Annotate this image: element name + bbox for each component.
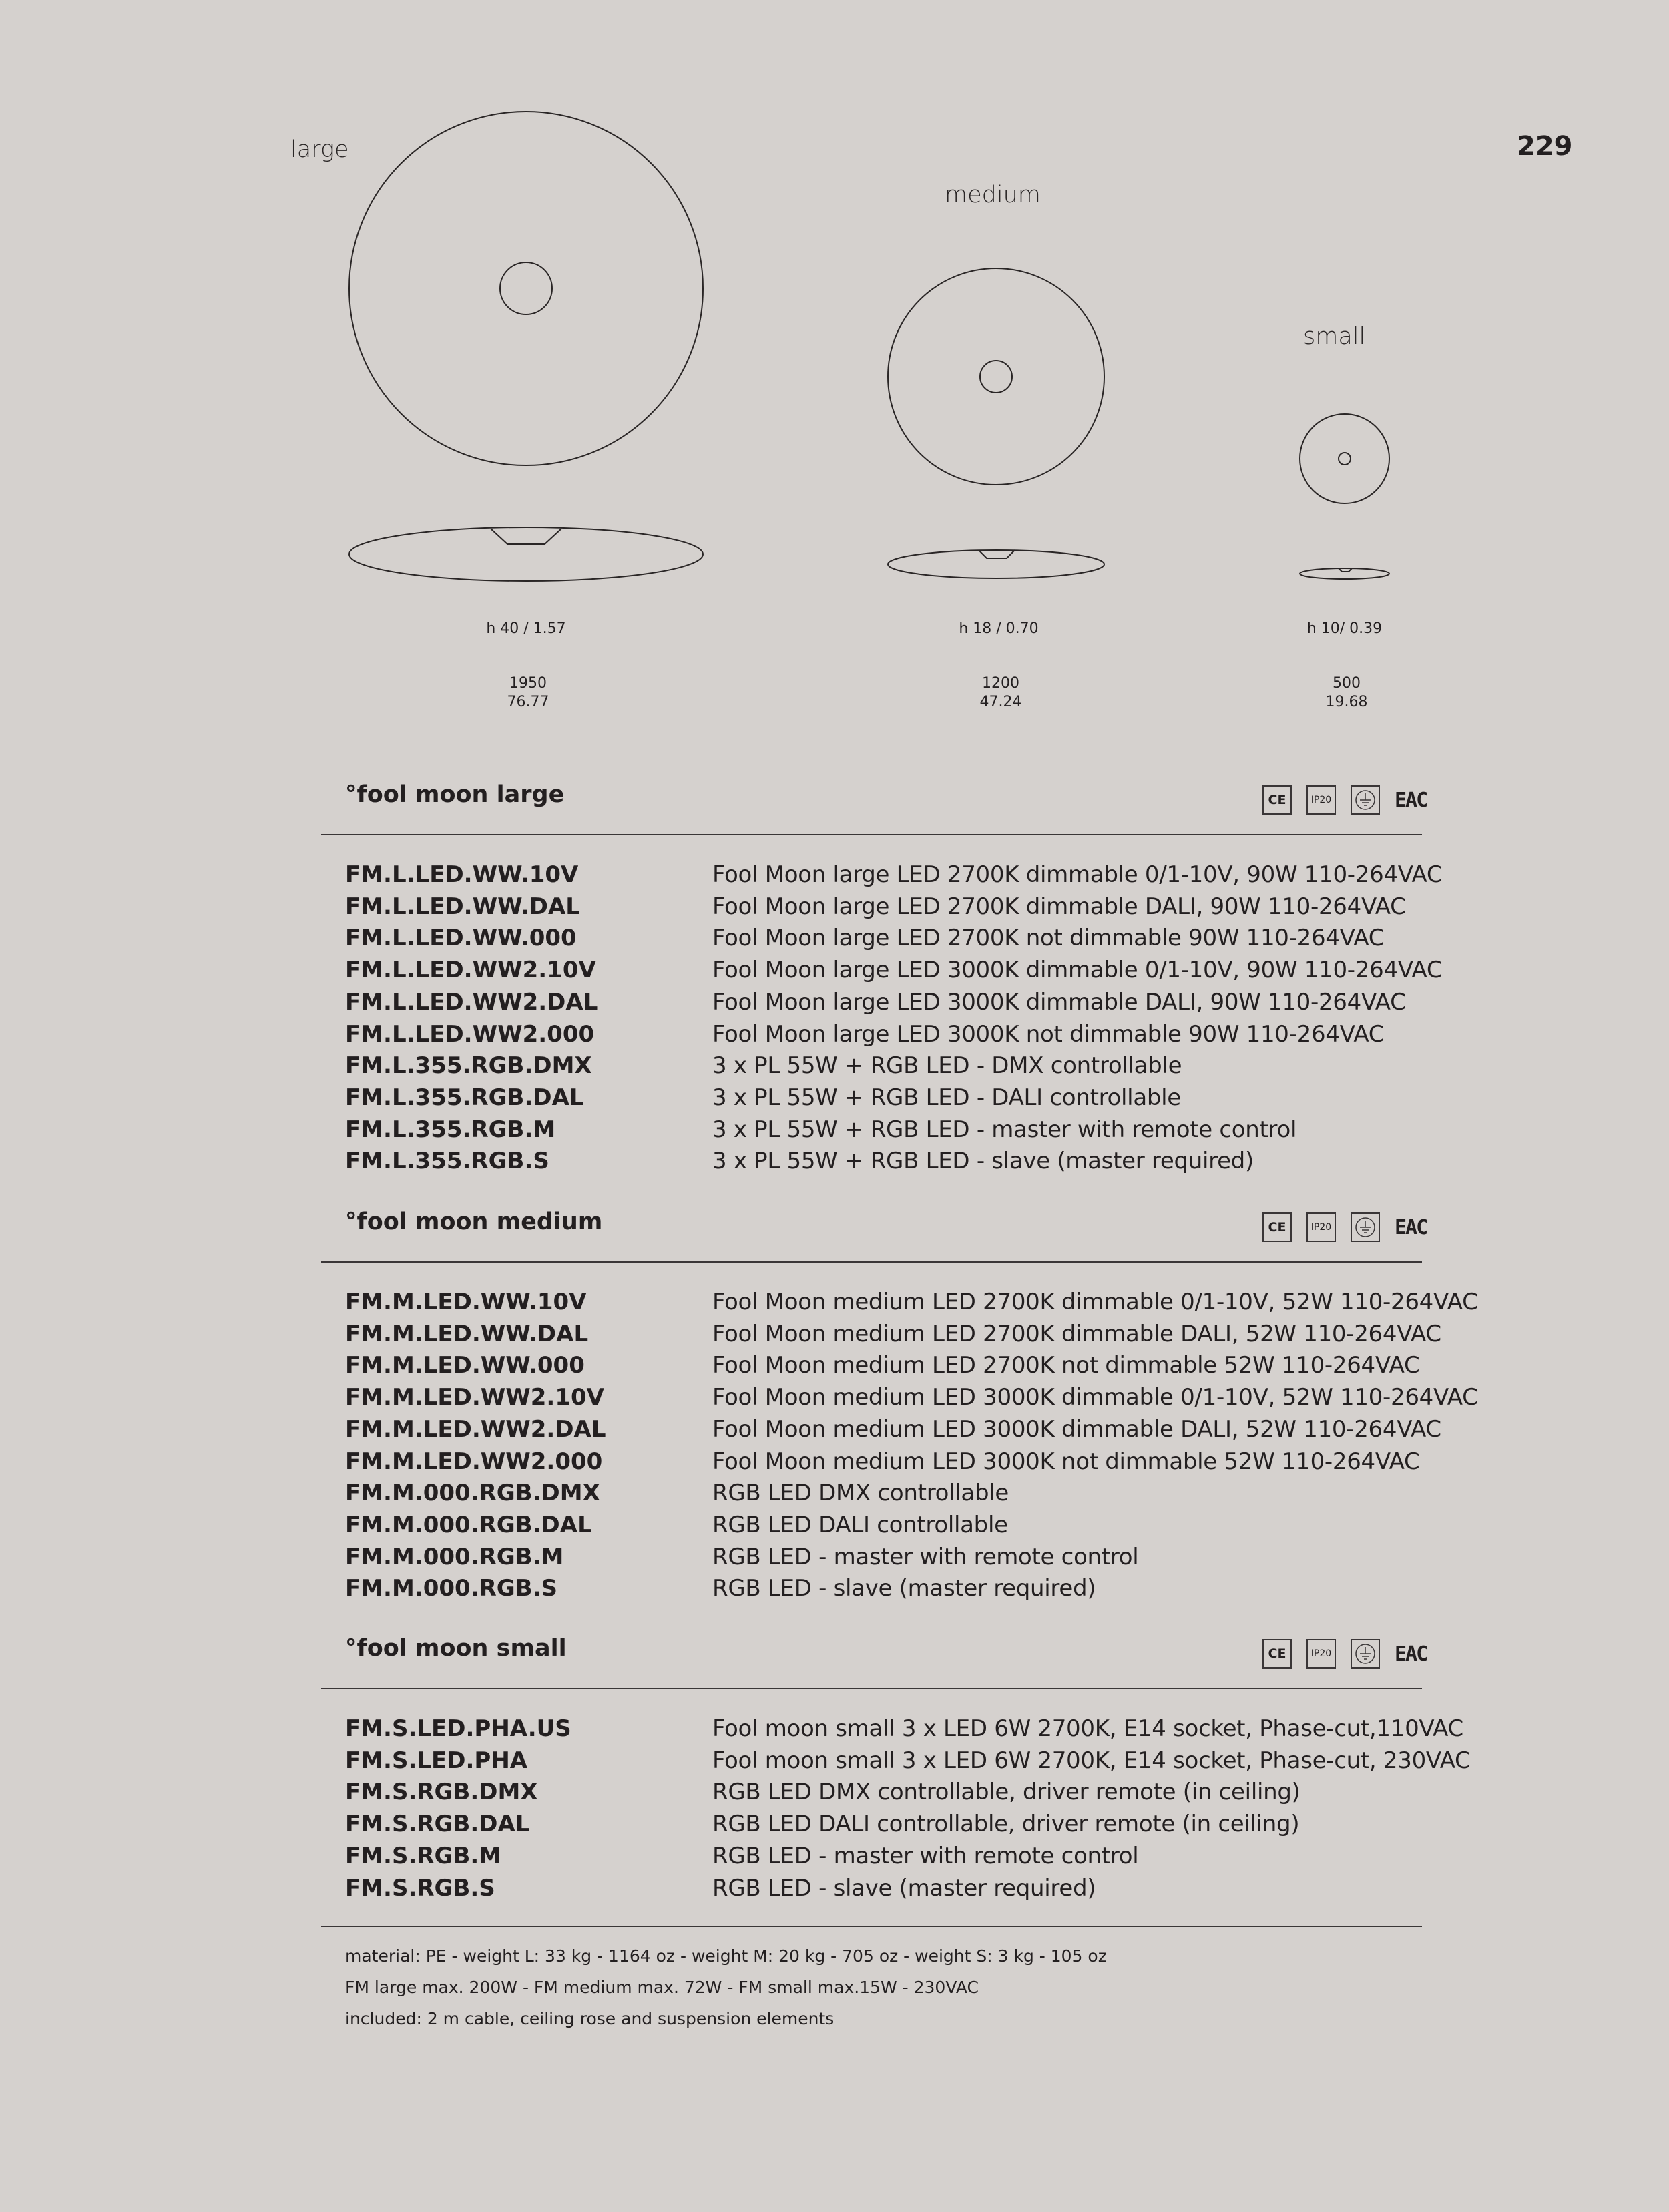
- product-code: FM.L.355.RGB.DMX: [345, 1052, 592, 1080]
- technical-drawings: [0, 0, 1669, 734]
- product-description: Fool Moon medium LED 2700K dimmable DALI, 52W 110-264VAC: [712, 1320, 1441, 1347]
- product-code: FM.S.RGB.DAL: [345, 1811, 530, 1838]
- certification-icons: [1262, 1639, 1427, 1669]
- product-code: FM.M.LED.WW.DAL: [345, 1320, 589, 1347]
- certification-icons: [1262, 785, 1427, 815]
- medium-center-ring: [980, 361, 1012, 393]
- product-description: RGB LED DMX controllable, driver remote (in ceiling): [712, 1779, 1300, 1806]
- eac-mark-icon: EAC: [1395, 1642, 1427, 1666]
- width-in-large: 76.77: [507, 694, 549, 710]
- section-title: °fool moon small: [345, 1635, 567, 1662]
- medium-side-view: [888, 550, 1104, 578]
- product-description: RGB LED DALI controllable, driver remote (in ceiling): [712, 1811, 1300, 1838]
- product-code: FM.S.RGB.S: [345, 1874, 495, 1902]
- product-code: FM.S.RGB.DMX: [345, 1779, 538, 1806]
- large-center-ring: [500, 262, 552, 314]
- width-label-large: [461, 674, 595, 712]
- width-mm-large: 1950: [509, 675, 547, 692]
- small-side-view: [1300, 568, 1389, 579]
- product-code: FM.L.LED.WW2.10V: [345, 957, 596, 984]
- earth-ground-icon: [1351, 1212, 1380, 1242]
- product-code: FM.M.LED.WW2.DAL: [345, 1415, 606, 1443]
- product-description: Fool Moon large LED 3000K dimmable DALI, 90W 110-264VAC: [712, 988, 1406, 1016]
- product-code: FM.L.LED.WW.000: [345, 925, 577, 952]
- product-code: FM.L.LED.WW2.DAL: [345, 988, 598, 1016]
- small-top-view-outline: [1300, 414, 1389, 503]
- product-description: Fool Moon large LED 3000K not dimmable 90W 110-264VAC: [712, 1020, 1385, 1048]
- product-description: Fool moon small 3 x LED 6W 2700K, E14 socket, Phase-cut,110VAC: [712, 1715, 1463, 1742]
- eac-mark-icon: EAC: [1395, 788, 1427, 812]
- product-code: FM.M.LED.WW2.000: [345, 1448, 603, 1475]
- product-description: 3 x PL 55W + RGB LED - DMX controllable: [712, 1052, 1182, 1080]
- product-description: RGB LED - master with remote control: [712, 1842, 1139, 1869]
- product-code: FM.S.LED.PHA.US: [345, 1715, 571, 1742]
- footnote-included: included: 2 m cable, ceiling rose and suspension elements: [345, 2009, 834, 2028]
- product-code: FM.M.000.RGB.M: [345, 1543, 564, 1570]
- product-description: RGB LED DMX controllable: [712, 1480, 1009, 1507]
- ip20-icon: IP20: [1306, 1639, 1336, 1669]
- section-title: °fool moon large: [345, 781, 565, 808]
- ce-mark-icon: CE: [1262, 1639, 1292, 1669]
- product-code: FM.M.000.RGB.DAL: [345, 1511, 592, 1538]
- product-description: RGB LED - master with remote control: [712, 1543, 1139, 1570]
- medium-side-notch: [979, 550, 1015, 558]
- product-description: Fool moon small 3 x LED 6W 2700K, E14 socket, Phase-cut, 230VAC: [712, 1747, 1471, 1774]
- product-description: 3 x PL 55W + RGB LED - DALI controllable: [712, 1084, 1181, 1111]
- width-label-medium: [934, 674, 1067, 712]
- product-description: RGB LED - slave (master required): [712, 1575, 1096, 1602]
- earth-ground-icon: [1351, 785, 1380, 815]
- ip20-icon: IP20: [1306, 785, 1336, 815]
- product-description: Fool Moon medium LED 2700K dimmable 0/1-10V, 52W 110-264VAC: [712, 1289, 1478, 1315]
- width-mm-medium: 1200: [982, 675, 1019, 692]
- section-title: °fool moon medium: [345, 1208, 603, 1235]
- product-code: FM.L.355.RGB.S: [345, 1148, 549, 1175]
- section-divider: [321, 1261, 1422, 1263]
- footnote-max-wattage: FM large max. 200W - FM medium max. 72W - FM small max.15W - 230VAC: [345, 1978, 979, 1997]
- product-description: 3 x PL 55W + RGB LED - master with remote control: [712, 1116, 1297, 1143]
- product-description: Fool Moon medium LED 3000K not dimmable 52W 110-264VAC: [712, 1448, 1420, 1475]
- width-in-medium: 47.24: [979, 694, 1022, 710]
- product-code: FM.L.LED.WW2.000: [345, 1020, 595, 1048]
- product-description: Fool Moon large LED 2700K not dimmable 90W 110-264VAC: [712, 925, 1385, 952]
- large-top-view-outline: [349, 112, 703, 465]
- product-description: RGB LED - slave (master required): [712, 1874, 1096, 1902]
- size-label-small: small: [1303, 323, 1366, 350]
- large-side-notch: [491, 529, 561, 544]
- product-description: Fool Moon large LED 2700K dimmable DALI, 90W 110-264VAC: [712, 893, 1406, 920]
- product-code: FM.M.000.RGB.DMX: [345, 1480, 600, 1507]
- certification-icons: [1262, 1212, 1427, 1242]
- product-code: FM.M.LED.WW2.10V: [345, 1384, 604, 1411]
- size-label-medium: medium: [945, 182, 1041, 208]
- width-label-small: [1280, 674, 1413, 712]
- product-code: FM.L.355.RGB.M: [345, 1116, 556, 1143]
- width-mm-small: 500: [1333, 675, 1361, 692]
- product-code: FM.L.LED.WW.10V: [345, 861, 579, 888]
- product-description: Fool Moon medium LED 3000K dimmable 0/1-10V, 52W 110-264VAC: [712, 1384, 1478, 1411]
- product-description: 3 x PL 55W + RGB LED - slave (master required): [712, 1148, 1254, 1175]
- medium-top-view-outline: [888, 268, 1104, 485]
- product-description: Fool Moon medium LED 3000K dimmable DALI, 52W 110-264VAC: [712, 1415, 1441, 1443]
- product-code: FM.L.355.RGB.DAL: [345, 1084, 584, 1111]
- page-number: 229: [1517, 131, 1573, 162]
- section-large: [0, 781, 1669, 1195]
- product-code: FM.M.000.RGB.S: [345, 1575, 558, 1602]
- size-label-large: large: [290, 136, 349, 163]
- product-code: FM.M.LED.WW.000: [345, 1352, 585, 1379]
- product-description: Fool Moon large LED 3000K dimmable 0/1-10V, 90W 110-264VAC: [712, 957, 1443, 984]
- product-description: Fool Moon large LED 2700K dimmable 0/1-10V, 90W 110-264VAC: [712, 861, 1443, 888]
- earth-ground-icon: [1351, 1639, 1380, 1669]
- section-divider: [321, 1688, 1422, 1689]
- product-code: FM.M.LED.WW.10V: [345, 1289, 587, 1315]
- ce-mark-icon: CE: [1262, 785, 1292, 815]
- large-side-view: [349, 527, 703, 581]
- width-in-small: 19.68: [1325, 694, 1368, 710]
- product-code: FM.L.LED.WW.DAL: [345, 893, 580, 920]
- height-label-small: h 10/ 0.39: [1306, 620, 1383, 637]
- footer-divider: [321, 1926, 1422, 1927]
- eac-mark-icon: EAC: [1395, 1215, 1427, 1239]
- ce-mark-icon: CE: [1262, 1212, 1292, 1242]
- footnote-material: material: PE - weight L: 33 kg - 1164 oz - weight M: 20 kg - 705 oz - weight S: 3 kg - 105 oz: [345, 1946, 1107, 1966]
- product-description: Fool Moon medium LED 2700K not dimmable 52W 110-264VAC: [712, 1352, 1420, 1379]
- section-medium: [0, 1208, 1669, 1622]
- product-code: FM.S.LED.PHA: [345, 1747, 528, 1774]
- height-label-large: h 40 / 1.57: [486, 620, 566, 637]
- small-center-ring: [1339, 453, 1351, 465]
- ip20-icon: IP20: [1306, 1212, 1336, 1242]
- section-small: [0, 1635, 1669, 1916]
- section-divider: [321, 834, 1422, 835]
- product-code: FM.S.RGB.M: [345, 1842, 502, 1869]
- height-label-medium: h 18 / 0.70: [959, 620, 1039, 637]
- product-description: RGB LED DALI controllable: [712, 1511, 1008, 1538]
